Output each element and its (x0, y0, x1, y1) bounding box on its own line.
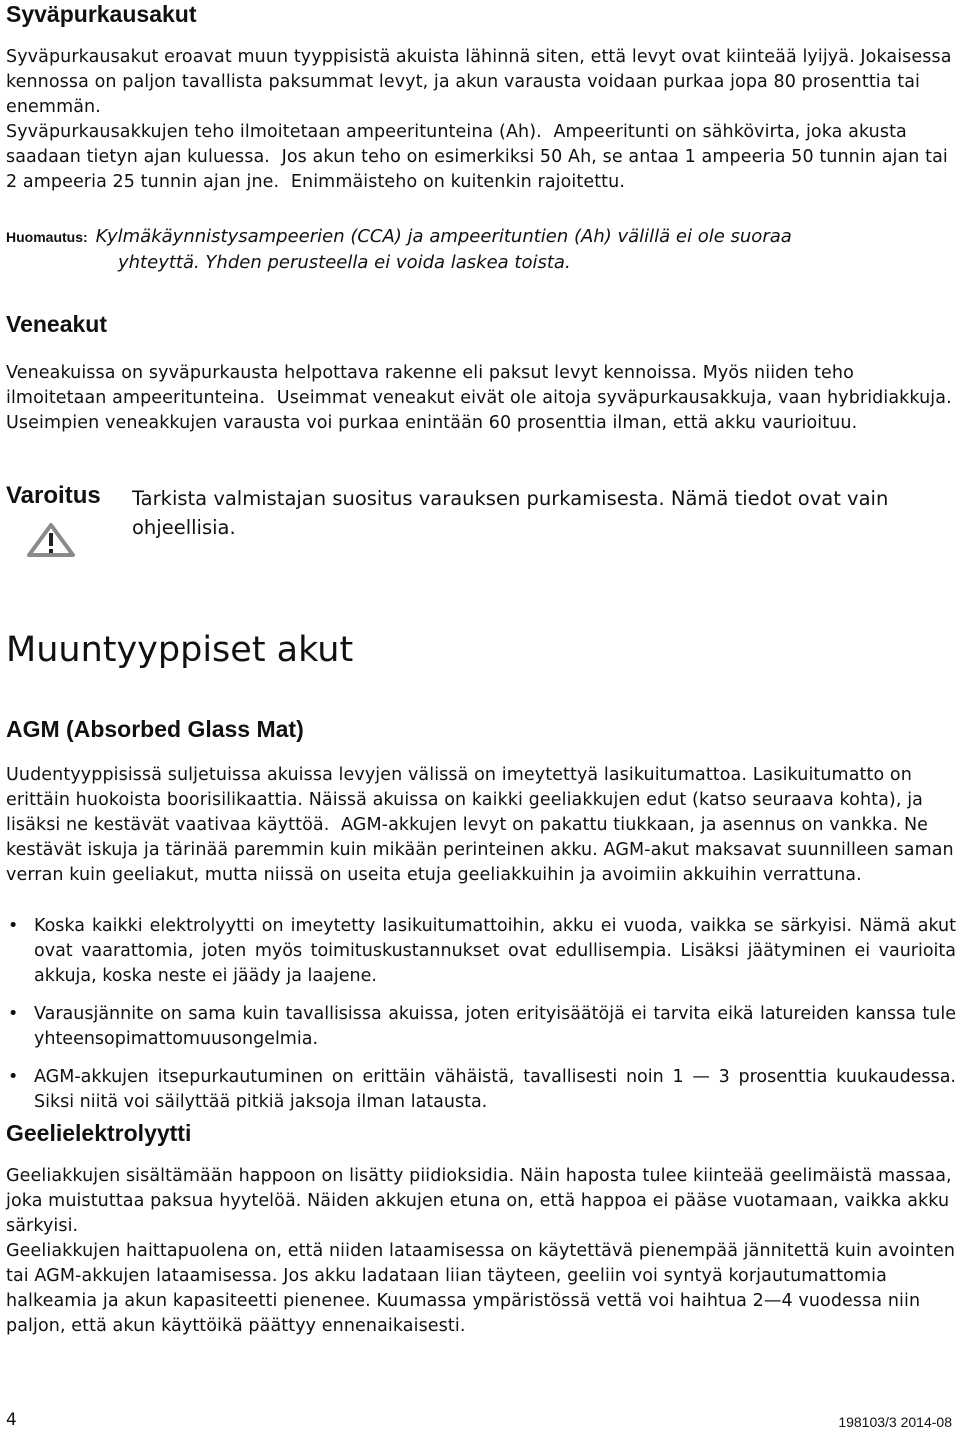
text-run: Veneakuissa on syväpurkausta helpottava rakenne eli paksut levyt kennoissa. Myös niiden teho ilmoitetaan ampeeritunteina. (6, 363, 854, 408)
paragraph-geeli-2: Geeliakkujen haittapuolena on, että niiden lataamisessa on käytettävä pienempää jännitettä kuin avointen tai AGM-akkujen lataamisessa. Jos akku ladataan liian täyteen, geeliin voi syntyä korjautumattomia halkeamia ja akun kapasiteetti pienenee. Kuumassa ympäristössä vettä voi haihtua 2—4 vuodessa niin paljon, että akun käyttöikä päättyy ennenaikaisesti. (6, 1241, 956, 1336)
warning-title: Varoitus (6, 482, 101, 509)
paragraph-agm (6, 763, 956, 888)
warning-text: Tarkista valmistajan suositus varauksen purkamisesta. Nämä tiedot ovat vain ohjeellisia. (132, 487, 889, 539)
note-text-continued: yhteyttä. Yhden perusteella ei voida laskea toista. (118, 252, 571, 273)
text-run: AGM-akkujen levyt on pakattu tiukkaan, ja asennus on vankka. Ne kestävät iskuja ja tärinää paremmin kuin mikään perinteinen akku. AGM-akut maksavat suunnilleen saman verran kuin geeliakut, mutta niissä on useita etuja geeliakkuihin ja avoimiin akkuihin verrattuna. (6, 815, 954, 885)
text-run: Jos akun teho on esimerkiksi 50 Ah, se antaa 1 ampeeria 50 tunnin ajan tai 2 ampeeria 25 tunnin ajan jne. (6, 147, 948, 192)
page-number: 4 (6, 1410, 17, 1430)
list-item: • AGM-akkujen itsepurkautuminen on erittäin vähäistä, tavallisesti noin 1 — 3 prosenttia kuukaudessa. Siksi niitä voi säilyttää pitkiä jaksoja ilman latausta. (6, 1065, 956, 1115)
warning-triangle-icon (26, 522, 76, 558)
page-title: Muuntyyppiset akut (6, 630, 354, 670)
text-run: Uudentyyppisissä suljetuissa akuissa levyjen välissä on imeytettyä lasikuitumattoa. Lasikuitumatto on erittäin huokoista boorisilikaattia. Näissä akuissa on kaikki geeliakkujen edut (katso seuraava kohta), ja lisäksi ne kestävät vaativaa käyttöä. (6, 765, 923, 835)
paragraph-geeli-1: Geeliakkujen sisältämään happoon on lisätty piidioksidia. Näin haposta tulee kiinteää geelimäistä massaa, joka muistuttaa paksua hyytelöä. Näiden akkujen etuna on, että happoa ei pääse vuotamaan, vaikka akku särkyisi. (6, 1166, 952, 1236)
section-title-geelielektrolyytti: Geelielektrolyytti (6, 1120, 192, 1146)
text-run: Syväpurkausakut eroavat muun tyyppisistä akuista lähinnä siten, että levyt ovat kiinteää lyijyä. Jokaisessa kennossa on paljon tavallista paksummat levyt, ja akun varausta voidaan purkaa jopa 80 prosenttia tai enemmän. (6, 47, 952, 117)
text-run: Ampeeritunti on sähkövirta, joka akusta saadaan tietyn ajan kuluessa. (6, 122, 907, 167)
note-text: Kylmäkäynnistysampeerien (CCA) ja ampeerituntien (Ah) välillä ei ole suoraa (95, 226, 792, 247)
agm-bullet-list (6, 914, 956, 1115)
paragraph-veneakut (6, 361, 956, 436)
text-run: Useimmat veneakut eivät ole aitoja syväpurkausakkuja, vaan hybridiakkuja. Useimpien veneakkujen varausta voi purkaa enintään 60 prosenttia ilman, että akku vaurioituu. (6, 388, 952, 433)
section-title-agm: AGM (Absorbed Glass Mat) (6, 716, 304, 742)
document-code: 198103/3 2014-08 (838, 1414, 952, 1430)
list-item: • Koska kaikki elektrolyytti on imeytetty lasikuitumattoihin, akku ei vuoda, vaikka se särkyisi. Nämä akut ovat vaarattomia, joten myös toimituskustannukset ovat edullisempia. Lisäksi jäätyminen ei vaurioita akkuja, koska neste ei jäädy ja laajene. (6, 914, 956, 989)
text-run: Enimmäisteho on kuitenkin rajoitettu. (290, 172, 625, 192)
text-run: Syväpurkausakkujen teho ilmoitetaan ampeeritunteina (Ah). (6, 122, 542, 142)
section-title-syvapurkausakut: Syväpurkausakut (6, 1, 197, 27)
paragraph-syvapurkausakut (6, 45, 956, 195)
section-title-veneakut: Veneakut (6, 311, 107, 337)
note-block (6, 224, 956, 275)
list-item: • Varausjännite on sama kuin tavallisissa akuissa, joten erityisäätöjä ei tarvita eikä latureiden kanssa tule yhteensopimattomuusongelmia. (6, 1002, 956, 1052)
note-label: Huomautus: (6, 229, 88, 245)
